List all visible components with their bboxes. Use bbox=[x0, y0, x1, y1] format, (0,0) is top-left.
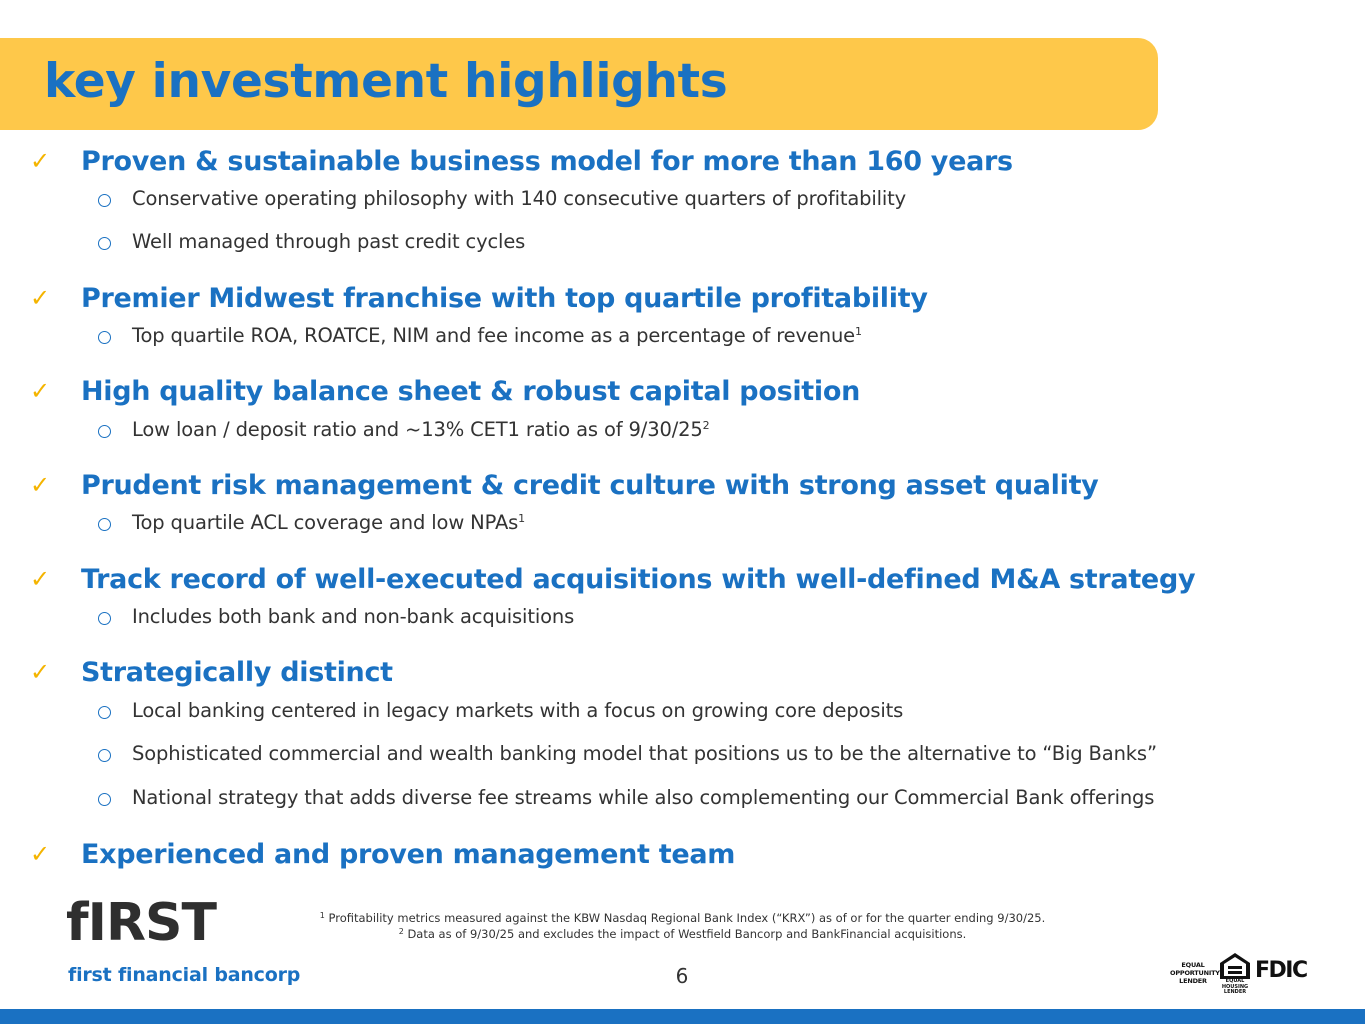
footnote-ref: 2 bbox=[702, 419, 710, 432]
equal-housing-lender-label: EQUAL HOUSING LENDER bbox=[1221, 979, 1249, 995]
hollow-circle-icon bbox=[98, 518, 111, 531]
highlight-detail: Low loan / deposit ratio and ~13% CET1 ratio as of $9/30/25^2$ bbox=[132, 418, 710, 441]
equal-housing-lender-icon bbox=[1218, 952, 1252, 995]
bottom-accent-bar bbox=[0, 1009, 1365, 1024]
footnote-1: $^1$ Profitability metrics measured against the KBW Nasdaq Regional Bank Index (“KRX”) as of or for the quarter ending 9/30/25. bbox=[319, 911, 1046, 925]
checkmark-icon: ✓ bbox=[30, 471, 51, 499]
highlight-detail: Sophisticated commercial and wealth banking model that positions us to be the alternative to “Big Banks” bbox=[132, 742, 1157, 765]
hollow-circle-icon bbox=[98, 612, 111, 625]
highlight-title: Experienced and proven management team bbox=[81, 839, 736, 870]
highlight-title: Proven & sustainable business model for more than 160 years bbox=[81, 146, 1013, 177]
highlight-title: Prudent risk management & credit culture with strong asset quality bbox=[81, 470, 1099, 501]
checkmark-icon: ✓ bbox=[30, 377, 51, 405]
company-logo-wordmark: fIRST bbox=[66, 893, 216, 953]
highlight-title: Premier Midwest franchise with top quartile profitability bbox=[81, 283, 928, 314]
highlight-detail: Includes both bank and non-bank acquisitions bbox=[132, 605, 575, 628]
hollow-circle-icon bbox=[98, 194, 111, 207]
company-logo-tagline: first financial bancorp bbox=[68, 964, 301, 986]
checkmark-icon: ✓ bbox=[30, 147, 51, 175]
equal-opportunity-lender-logo: EQUAL OPPORTUNITY LENDER bbox=[1170, 961, 1220, 985]
hollow-circle-icon bbox=[98, 331, 111, 344]
hollow-circle-icon bbox=[98, 237, 111, 250]
regulatory-logos bbox=[1170, 952, 1307, 995]
footnote-ref: 1 bbox=[518, 512, 526, 525]
highlight-detail: National strategy that adds diverse fee streams while also complementing our Commercial Bank offerings bbox=[132, 786, 1155, 809]
footnote-2: $^2$ Data as of 9/30/25 and excludes the impact of Westfield Bancorp and BankFinancial acquisitions. bbox=[398, 927, 967, 941]
page-title: key investment highlights bbox=[44, 54, 728, 109]
highlight-detail: Top quartile ROA, ROATCE, NIM and fee income as a percentage of revenue$^1$ bbox=[132, 324, 862, 347]
highlight-title: Strategically distinct bbox=[81, 657, 393, 688]
fdic-logo: FDIC bbox=[1255, 958, 1307, 983]
highlight-detail: Well managed through past credit cycles bbox=[132, 230, 526, 253]
hollow-circle-icon bbox=[98, 425, 111, 438]
checkmark-icon: ✓ bbox=[30, 284, 51, 312]
hollow-circle-icon bbox=[98, 793, 111, 806]
checkmark-icon: ✓ bbox=[30, 658, 51, 686]
highlight-title: High quality balance sheet & robust capital position bbox=[81, 376, 861, 407]
highlight-detail: Top quartile ACL coverage and low NPAs$^1$ bbox=[132, 511, 526, 534]
page-number: 6 bbox=[675, 964, 689, 988]
hollow-circle-icon bbox=[98, 749, 111, 762]
highlight-detail: Conservative operating philosophy with 140 consecutive quarters of profitability bbox=[132, 187, 907, 210]
checkmark-icon: ✓ bbox=[30, 840, 51, 868]
hollow-circle-icon bbox=[98, 706, 111, 719]
highlight-title: Track record of well-executed acquisitions with well-defined M&A strategy bbox=[81, 564, 1196, 595]
checkmark-icon: ✓ bbox=[30, 565, 51, 593]
highlight-detail: Local banking centered in legacy markets with a focus on growing core deposits bbox=[132, 699, 904, 722]
footnote-ref: 1 bbox=[855, 325, 862, 338]
